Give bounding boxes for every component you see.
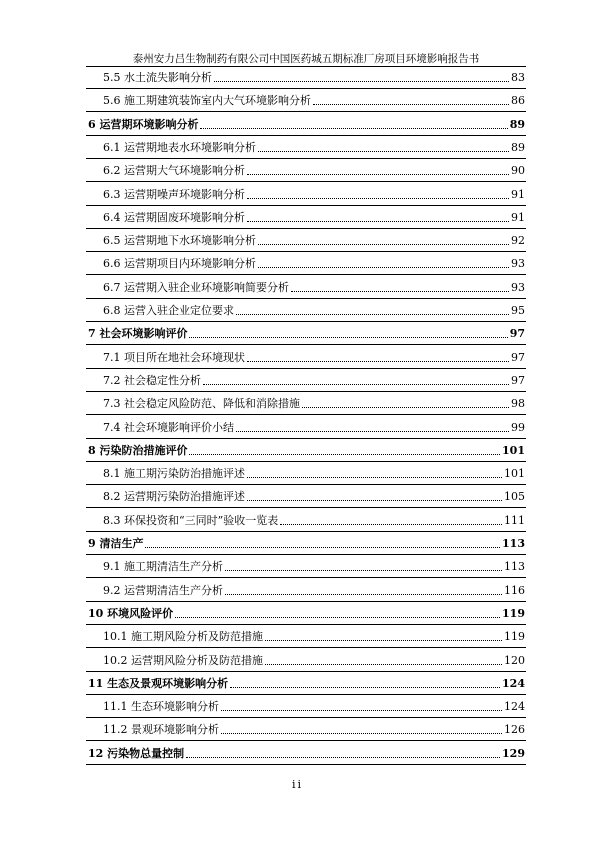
toc-section-entry[interactable]	[103, 557, 525, 577]
toc-dot-leader	[247, 361, 509, 362]
toc-entry-page: 126	[504, 723, 525, 737]
toc-row-rule	[86, 764, 526, 765]
toc-section-entry[interactable]	[103, 511, 525, 531]
toc-entry-page: 89	[509, 117, 525, 131]
toc-row-rule	[86, 228, 526, 229]
toc-row-rule	[86, 368, 526, 369]
header-rule	[86, 66, 526, 67]
toc-row-rule	[86, 601, 526, 602]
toc-section-entry[interactable]	[103, 627, 525, 647]
toc-row-rule	[86, 484, 526, 485]
toc-section-entry[interactable]	[103, 720, 525, 740]
toc-entry-page: 120	[504, 653, 525, 667]
toc-entry-title: 5.5 水土流失影响分析	[103, 71, 212, 84]
toc-entry-title: 10.1 施工期风险分析及防范措施	[103, 630, 263, 644]
toc-dot-leader	[189, 337, 507, 338]
toc-entry-title: 6.1 运营期地表水环境影响分析	[103, 140, 256, 154]
toc-entry-title: 8.3 环保投资和“三同时”验收一览表	[103, 513, 279, 527]
toc-section-entry[interactable]	[103, 697, 525, 717]
toc-entry-title: 7.3 社会稳定风险防范、降低和消除措施	[103, 397, 300, 411]
toc-section-entry[interactable]	[103, 161, 525, 181]
toc-row-rule	[86, 391, 526, 392]
toc-row-rule	[86, 205, 526, 206]
toc-section-entry[interactable]	[103, 138, 525, 158]
toc-row-rule	[86, 461, 526, 462]
toc-entry-page: 129	[502, 746, 525, 760]
toc-row-rule	[86, 647, 526, 648]
toc-chapter-entry[interactable]	[88, 604, 525, 624]
toc-chapter-entry[interactable]	[88, 534, 525, 554]
toc-section-entry[interactable]	[103, 581, 525, 601]
toc-entry-page: 105	[504, 490, 525, 504]
toc-row-rule	[86, 88, 526, 89]
toc-dot-leader	[291, 291, 509, 292]
toc-entry-title: 11 生态及景观环境影响分析	[88, 676, 229, 690]
toc-row-rule	[86, 321, 526, 322]
toc-chapter-entry[interactable]	[88, 744, 525, 764]
toc-row-rule	[86, 251, 526, 252]
toc-dot-leader	[225, 594, 502, 595]
toc-row-rule	[86, 531, 526, 532]
toc-entry-page: 89	[511, 140, 525, 154]
toc-dot-leader	[221, 733, 502, 734]
toc-entry-page: 97	[511, 350, 525, 364]
toc-entry-page: 101	[504, 467, 525, 481]
toc-row-rule	[86, 694, 526, 695]
toc-entry-page: 124	[504, 700, 525, 714]
toc-chapter-entry[interactable]	[88, 674, 525, 694]
toc-dot-leader	[313, 104, 509, 105]
toc-dot-leader	[247, 500, 502, 501]
toc-row-rule	[86, 181, 526, 182]
toc-entry-page: 92	[511, 234, 525, 248]
toc-row-rule	[86, 298, 526, 299]
toc-row-rule	[86, 717, 526, 718]
toc-entry-page: 124	[502, 676, 525, 690]
toc-row-rule	[86, 740, 526, 741]
toc-entry-title: 6.4 运营期固废环境影响分析	[103, 210, 245, 224]
toc-entry-page: 93	[511, 280, 525, 294]
toc-section-entry[interactable]	[103, 208, 525, 228]
toc-dot-leader	[186, 757, 500, 758]
toc-entry-title: 9.2 运营期清洁生产分析	[103, 583, 223, 597]
toc-dot-leader	[302, 407, 509, 408]
toc-entry-page: 113	[504, 560, 525, 574]
toc-entry-page: 98	[511, 397, 525, 411]
toc-dot-leader	[265, 640, 502, 641]
toc-entry-title: 6.7 运营期入驻企业环境影响简要分析	[103, 280, 289, 294]
toc-section-entry[interactable]	[103, 348, 525, 368]
toc-section-entry[interactable]	[103, 301, 525, 321]
toc-entry-title: 7 社会环境影响评价	[88, 327, 188, 341]
toc-entry-title: 5.6 施工期建筑装饰室内大气环境影响分析	[103, 94, 311, 108]
toc-entry-title: 9.1 施工期清洁生产分析	[103, 560, 223, 574]
toc-entry-title: 6.5 运营期地下水环境影响分析	[103, 234, 256, 248]
toc-entry-title: 6.3 运营期噪声环境影响分析	[103, 187, 245, 201]
toc-row-rule	[86, 577, 526, 578]
toc-dot-leader	[247, 221, 509, 222]
toc-entry-title: 11.1 生态环境影响分析	[103, 700, 219, 714]
toc-dot-leader	[258, 151, 509, 152]
toc-entry-title: 10 环境风险评价	[88, 606, 174, 620]
toc-chapter-entry[interactable]	[88, 115, 525, 135]
toc-entry-title: 7.1 项目所在地社会环境现状	[103, 350, 245, 364]
toc-row-rule	[86, 624, 526, 625]
toc-dot-leader	[265, 664, 502, 665]
toc-section-entry[interactable]	[103, 418, 525, 438]
toc-entry-page: 95	[511, 304, 525, 317]
toc-entry-title: 7.2 社会稳定性分析	[103, 373, 201, 387]
toc-row-rule	[86, 507, 526, 508]
toc-section-entry[interactable]	[103, 487, 525, 507]
toc-dot-leader	[230, 687, 500, 688]
toc-row-rule	[86, 135, 526, 136]
toc-entry-page: 90	[511, 164, 525, 178]
toc-section-entry[interactable]	[103, 651, 525, 671]
toc-entry-title: 11.2 景观环境影响分析	[103, 723, 219, 737]
toc-section-entry[interactable]	[103, 185, 525, 205]
toc-entry-title: 10.2 运营期风险分析及防范措施	[103, 653, 263, 667]
toc-chapter-entry[interactable]	[88, 441, 525, 461]
toc-dot-leader	[236, 431, 509, 432]
toc-entry-page: 91	[511, 187, 525, 201]
toc-entry-title: 9 清洁生产	[88, 537, 144, 550]
toc-entry-page: 119	[502, 606, 525, 620]
toc-dot-leader	[225, 570, 502, 571]
toc-dot-leader	[236, 314, 509, 315]
toc-dot-leader	[258, 267, 509, 268]
toc-row-rule	[86, 111, 526, 112]
toc-dot-leader	[200, 128, 507, 129]
toc-dot-leader	[145, 547, 500, 548]
toc-row-rule	[86, 158, 526, 159]
toc-entry-page: 83	[511, 71, 525, 84]
toc-dot-leader	[189, 454, 500, 455]
toc-dot-leader	[175, 617, 500, 618]
toc-entry-page: 86	[511, 94, 525, 108]
toc-dot-leader	[247, 174, 509, 175]
toc-row-rule	[86, 554, 526, 555]
toc-chapter-entry[interactable]	[88, 324, 525, 344]
toc-entry-title: 6.2 运营期大气环境影响分析	[103, 164, 245, 178]
toc-dot-leader	[214, 81, 509, 82]
toc-entry-page: 111	[504, 513, 525, 527]
toc-section-entry[interactable]	[103, 464, 525, 484]
toc-row-rule	[86, 671, 526, 672]
toc-section-entry[interactable]	[103, 278, 525, 298]
toc-entry-page: 101	[502, 443, 525, 457]
toc-entry-page: 97	[511, 373, 525, 387]
toc-dot-leader	[258, 244, 509, 245]
toc-entry-page: 113	[502, 537, 525, 550]
toc-entry-title: 7.4 社会环境影响评价小结	[103, 420, 234, 434]
toc-entry-page: 93	[511, 257, 525, 271]
toc-row-rule	[86, 414, 526, 415]
toc-dot-leader	[203, 384, 509, 385]
toc-section-entry[interactable]	[103, 68, 525, 88]
toc-entry-title: 8 污染防治措施评价	[88, 443, 188, 457]
toc-dot-leader	[247, 198, 509, 199]
toc-section-entry[interactable]	[103, 371, 525, 391]
toc-row-rule	[86, 438, 526, 439]
toc-entry-page: 99	[511, 420, 525, 434]
toc-section-entry[interactable]	[103, 394, 525, 414]
toc-entry-page: 97	[509, 327, 525, 341]
toc-row-rule	[86, 274, 526, 275]
toc-entry-title: 6 运营期环境影响分析	[88, 117, 199, 131]
toc-entry-title: 6.6 运营期项目内环境影响分析	[103, 257, 256, 271]
toc-dot-leader	[221, 710, 502, 711]
page-number: ii	[291, 778, 304, 791]
toc-section-entry[interactable]	[103, 231, 525, 251]
toc-entry-title: 8.2 运营期污染防治措施评述	[103, 490, 245, 504]
toc-entry-page: 91	[511, 210, 525, 224]
toc-entry-title: 8.1 施工期污染防治措施评述	[103, 467, 245, 481]
toc-entry-page: 116	[504, 583, 525, 597]
toc-entry-title: 6.8 运营入驻企业定位要求	[103, 304, 234, 317]
toc-dot-leader	[280, 524, 502, 525]
running-header: 泰州安力吕生物制药有限公司中国医药城五期标准厂房项目环境影响报告书	[132, 53, 480, 65]
toc-entry-page: 119	[504, 630, 525, 644]
toc-row-rule	[86, 344, 526, 345]
toc-section-entry[interactable]	[103, 91, 525, 111]
toc-entry-title: 12 污染物总量控制	[88, 746, 185, 760]
toc-dot-leader	[247, 477, 502, 478]
toc-section-entry[interactable]	[103, 254, 525, 274]
